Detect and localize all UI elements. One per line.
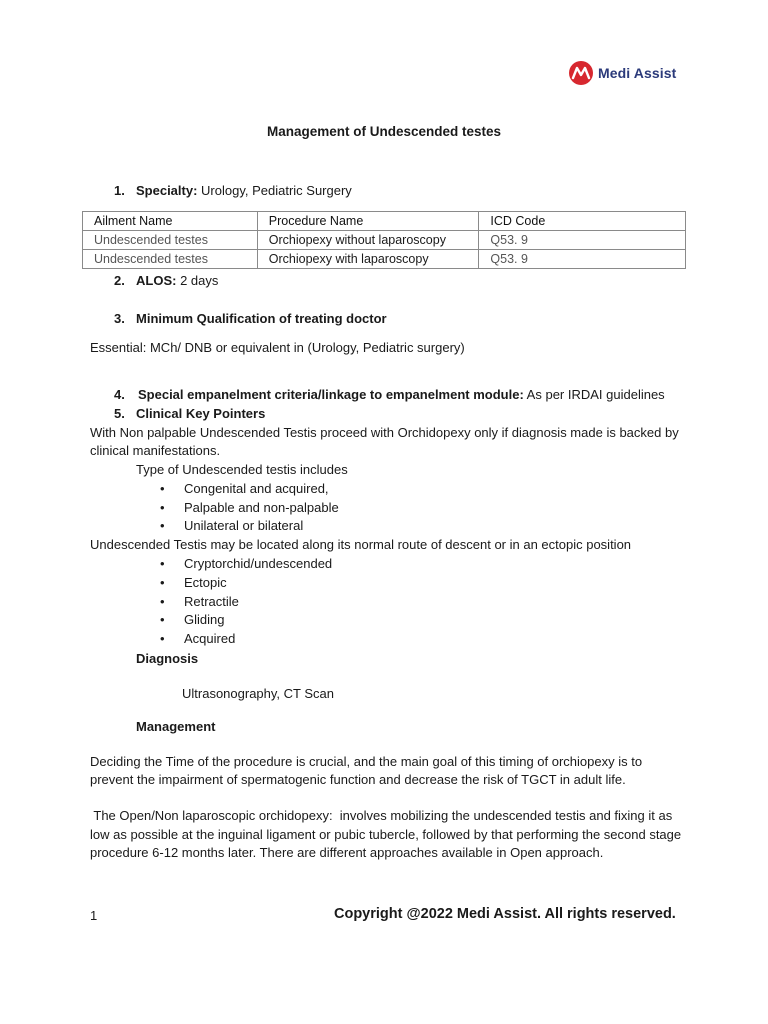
intro-line-2: clinical manifestations. xyxy=(90,443,221,458)
bullet-icon: • xyxy=(160,612,165,627)
bullet-icon: • xyxy=(160,500,165,515)
alos-label: ALOS: xyxy=(136,273,177,288)
management-paragraph-1-line-2: prevent the impairment of spermatogenic function and decrease the risk of TGCT in adult life. xyxy=(90,772,626,787)
empanelment-value: As per IRDAI guidelines xyxy=(523,387,665,402)
copyright-notice: Copyright @2022 Medi Assist. All rights reserved. xyxy=(334,906,676,922)
cell-ailment: Undescended testes xyxy=(83,250,258,269)
cell-icd: Q53. 9 xyxy=(479,250,686,269)
list-item: Palpable and non-palpable xyxy=(184,500,339,515)
list-item: Congenital and acquired, xyxy=(184,481,329,496)
header-procedure-name: Procedure Name xyxy=(257,212,479,231)
item-number-2: 2. xyxy=(114,273,125,288)
list-item: Ectopic xyxy=(184,575,227,590)
header-icd-code: ICD Code xyxy=(479,212,686,231)
list-item: Cryptorchid/undescended xyxy=(184,556,333,571)
document-title: Management of Undescended testes xyxy=(266,124,502,139)
page-number: 1 xyxy=(90,908,98,923)
essential-qualification: Essential: MCh/ DNB or equivalent in (Urology, Pediatric surgery) xyxy=(90,340,465,355)
bullet-icon: • xyxy=(160,594,165,609)
cell-procedure: Orchiopexy with laparoscopy xyxy=(257,250,479,269)
specialty-value: Urology, Pediatric Surgery xyxy=(197,183,352,198)
table-row xyxy=(83,250,686,269)
table-header-row xyxy=(83,212,686,231)
management-paragraph-2-line-2: low as possible at the inguinal ligament or pubic tubercle, followed by that performing the second stage xyxy=(90,827,682,842)
diagnosis-heading: Diagnosis xyxy=(136,651,199,666)
management-paragraph-2-line-1: The Open/Non laparoscopic orchidopexy: involves mobilizing the undescended testis and fixing it as xyxy=(90,808,673,823)
specialty-label: Specialty: xyxy=(136,183,198,198)
management-paragraph-2-line-3: procedure 6-12 months later. There are different approaches available in Open approach. xyxy=(90,845,604,860)
qualification-heading: Minimum Qualification of treating doctor xyxy=(136,311,387,326)
ailment-table xyxy=(82,211,686,269)
table-row xyxy=(83,231,686,250)
diagnosis-value: Ultrasonography, CT Scan xyxy=(182,686,334,701)
item-number-1: 1. xyxy=(114,183,125,198)
list-item: Retractile xyxy=(184,594,239,609)
alos-value: 2 days xyxy=(176,273,219,288)
header-ailment-name: Ailment Name xyxy=(83,212,258,231)
bullet-icon: • xyxy=(160,631,165,646)
medi-assist-logo xyxy=(568,60,676,86)
alos-line xyxy=(136,272,218,290)
bullet-icon: • xyxy=(160,575,165,590)
management-paragraph-1-line-1: Deciding the Time of the procedure is crucial, and the main goal of this timing of orchiopexy is to xyxy=(90,754,643,769)
cell-ailment: Undescended testes xyxy=(83,231,258,250)
specialty-line xyxy=(136,182,352,200)
bullet-icon: • xyxy=(160,518,165,533)
management-heading: Management xyxy=(136,719,216,734)
item-number-5: 5. xyxy=(114,406,125,421)
list-item: Unilateral or bilateral xyxy=(184,518,304,533)
list-item: Gliding xyxy=(184,612,225,627)
pointers-heading: Clinical Key Pointers xyxy=(136,406,266,421)
bullet-icon: • xyxy=(160,556,165,571)
cell-icd: Q53. 9 xyxy=(479,231,686,250)
bullet-icon: • xyxy=(160,481,165,496)
logo-text: Medi Assist xyxy=(598,65,677,81)
intro-line-1: With Non palpable Undescended Testis proceed with Orchidopexy only if diagnosis made is backed by xyxy=(90,425,679,440)
empanelment-line xyxy=(138,386,665,404)
item-number-3: 3. xyxy=(114,311,125,326)
item-number-4: 4. xyxy=(114,387,125,402)
location-line: Undescended Testis may be located along its normal route of descent or in an ectopic position xyxy=(90,537,632,552)
empanelment-label: Special empanelment criteria/linkage to empanelment module: xyxy=(138,387,524,402)
medi-assist-logo-icon xyxy=(568,60,594,86)
cell-procedure: Orchiopexy without laparoscopy xyxy=(257,231,479,250)
list-item: Acquired xyxy=(184,631,236,646)
types-heading: Type of Undescended testis includes xyxy=(136,462,348,477)
